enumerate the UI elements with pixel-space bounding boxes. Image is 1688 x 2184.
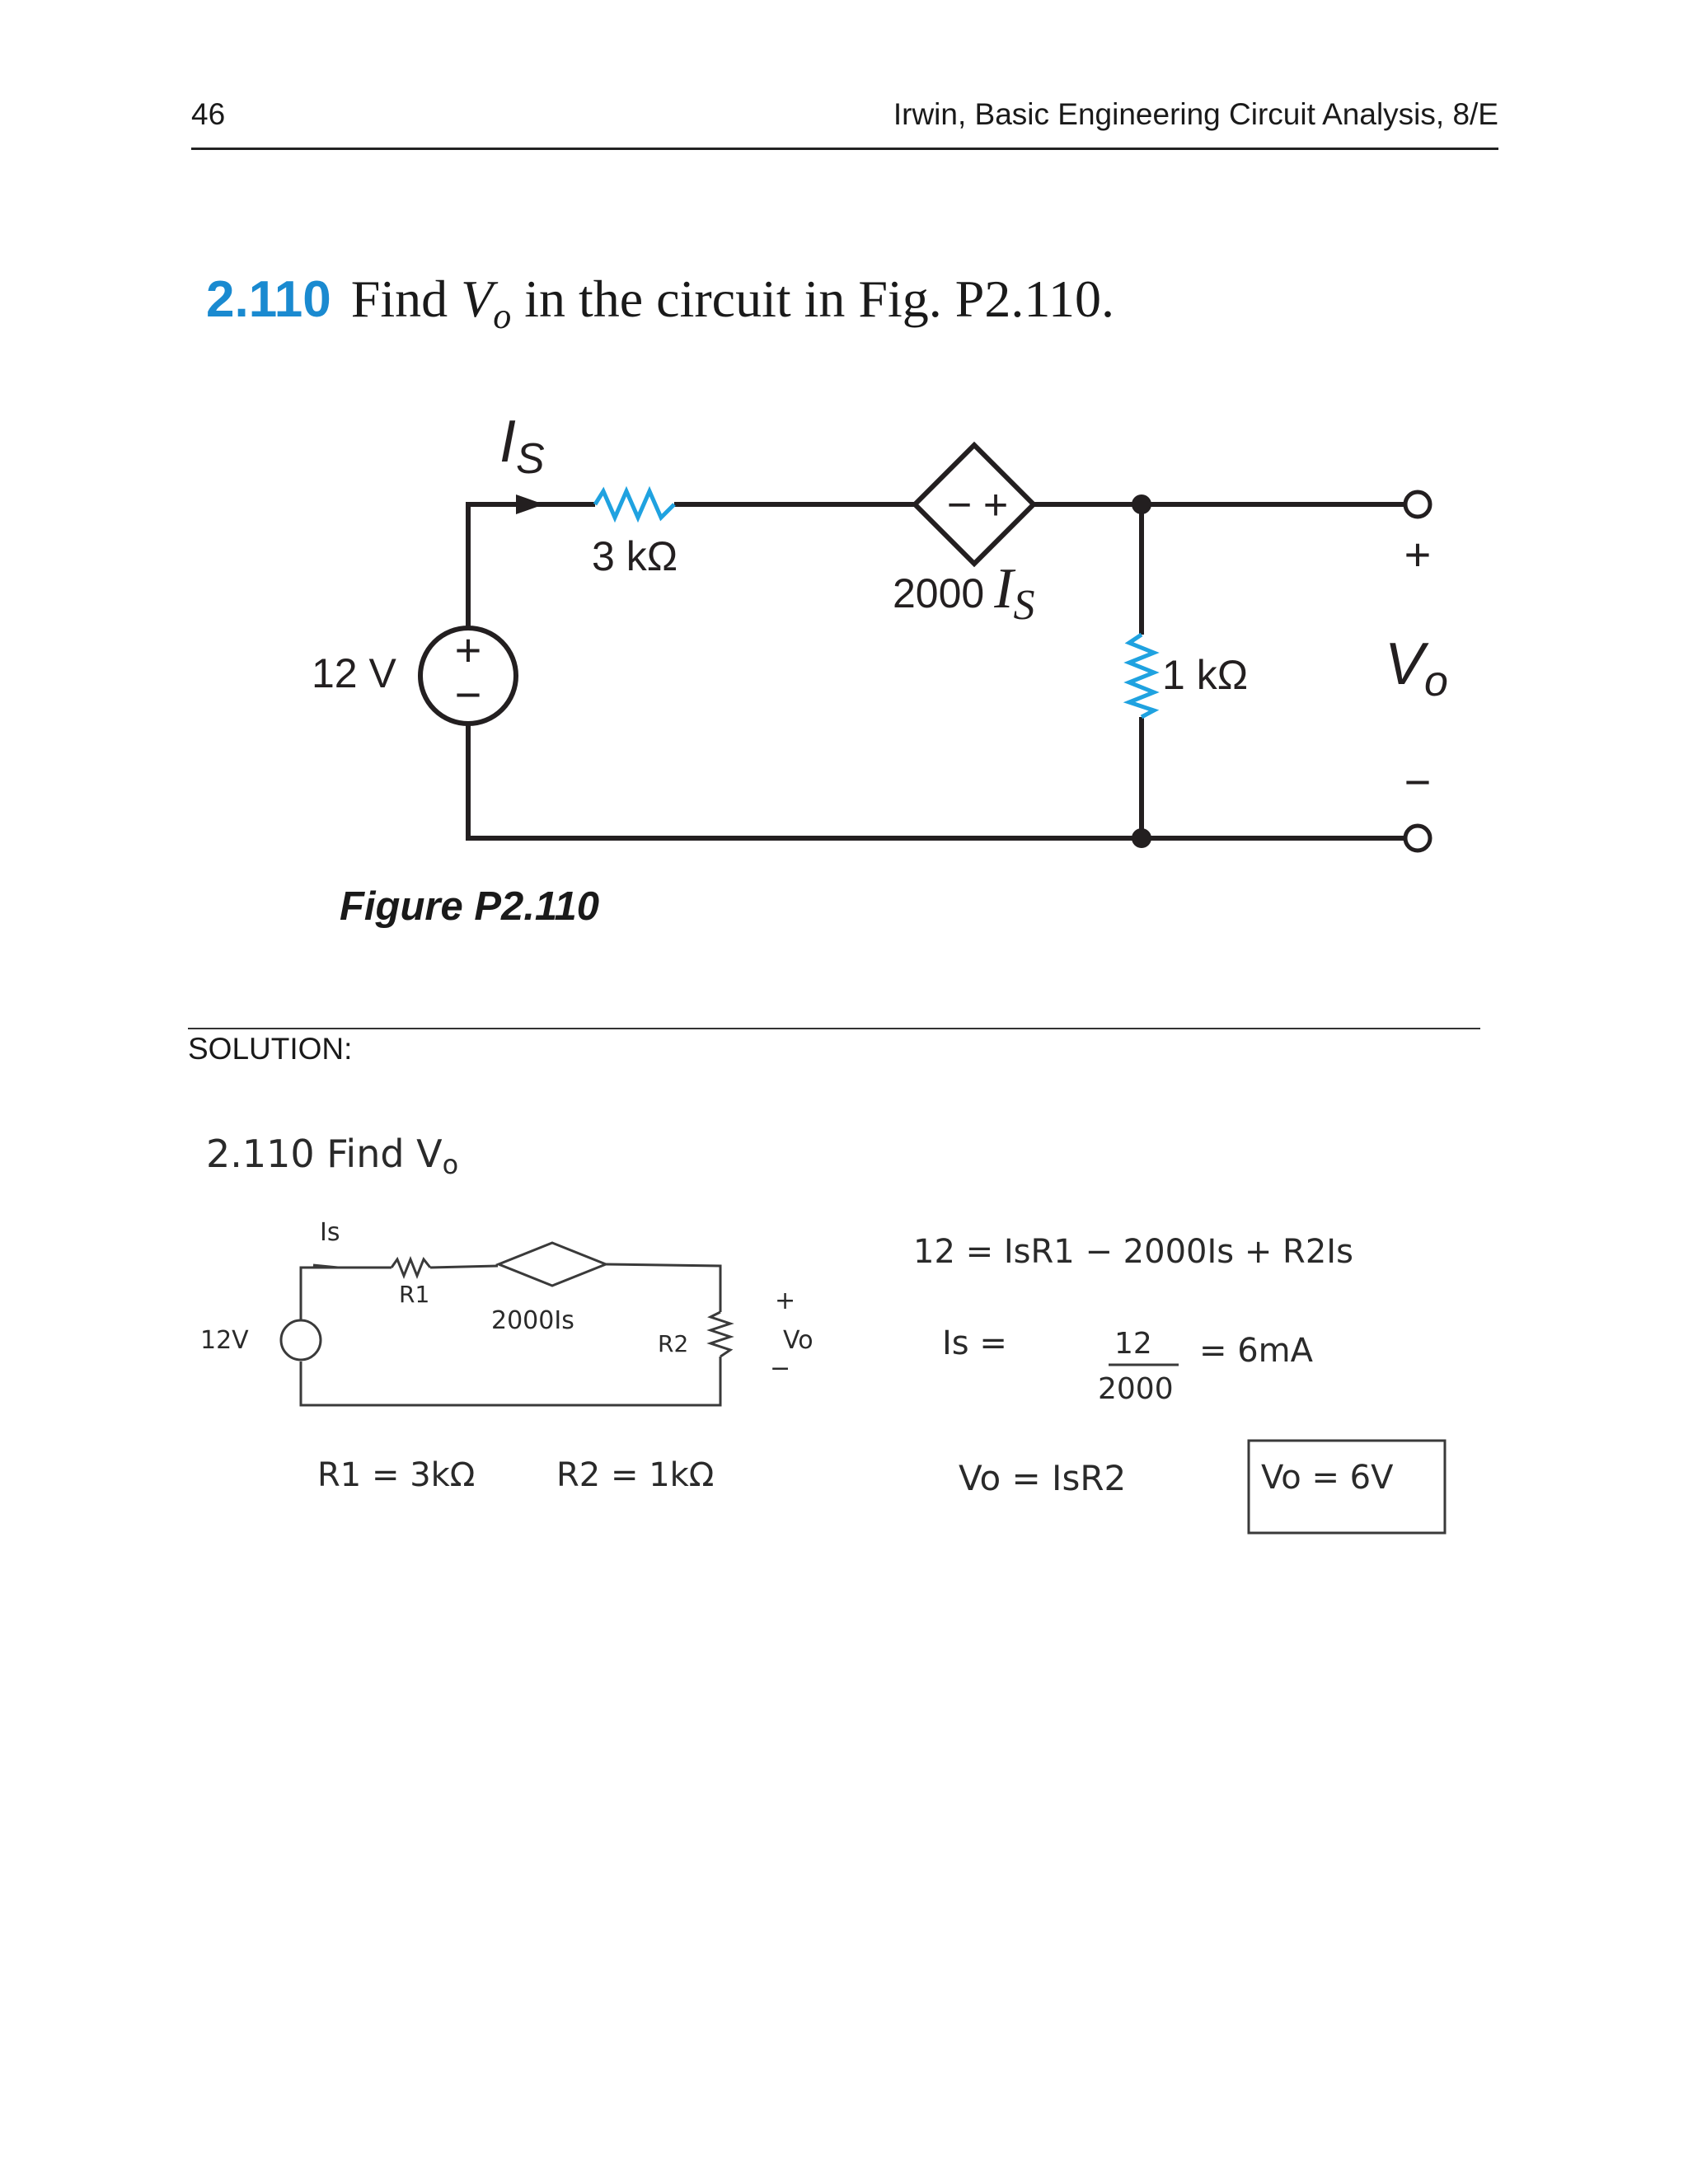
source-plus: + [454,624,482,676]
problem-text-suffix: in the circuit in Fig. P2.110. [511,269,1115,328]
resistor-3k [595,491,674,518]
solution-label: SOLUTION: [188,1032,353,1066]
hand-is-result: = 6mA [1199,1332,1314,1370]
sketch-r1 [392,1259,430,1276]
sketch-source-icon [281,1320,321,1360]
dependent-source-icon [915,445,1034,564]
hand-r2: R2 [658,1330,689,1357]
hand-12v: 12V [200,1326,249,1355]
terminal-bottom [1405,826,1430,851]
hand-is: Is [320,1218,340,1247]
solution-rule [188,1028,1480,1029]
hand-is-lhs: Is = [942,1324,1007,1362]
source-minus: − [454,668,482,720]
figure-caption: Figure P2.110 [340,884,600,929]
dependent-minus: − [946,481,973,529]
sketch-wire-mid [430,1266,498,1268]
problem-variable: V [461,269,494,328]
hand-minus: − [770,1354,791,1383]
hand-dep: 2000Is [491,1306,574,1335]
sketch-wire-bottom [301,1357,720,1405]
problem-subscript: o [493,295,512,336]
hand-r2-value: R2 = 1kΩ [556,1456,715,1494]
resistor2-label: 1 kΩ [1162,652,1249,698]
wire-left-top [468,504,595,628]
terminal-top [1405,492,1430,517]
resistor1-label: 3 kΩ [592,533,678,579]
problem-number: 2.110 [206,271,331,328]
sketch-wire-left [301,1268,392,1320]
hand-vo: Vo [783,1326,814,1355]
problem-text-prefix: Find [350,269,462,328]
current-label: IS [499,409,545,483]
output-label: Vo [1385,631,1448,705]
sketch-r2 [710,1312,730,1357]
node-dot-top [1132,494,1151,514]
current-arrow-icon [516,494,544,514]
source-label: 12 V [312,650,396,696]
hand-is-num: 12 [1114,1327,1152,1361]
hand-r1-value: R1 = 3kΩ [317,1456,476,1494]
running-head: Irwin, Basic Engineering Circuit Analysis, 8/E [893,97,1498,131]
hand-plus: + [775,1286,796,1315]
node-dot-bottom [1132,828,1151,848]
dependent-plus: + [982,481,1009,529]
output-minus: − [1404,756,1432,808]
sketch-dependent-icon [499,1243,606,1286]
hand-heading: 2.110 Find Vo [206,1132,459,1180]
hand-r1: R1 [399,1281,430,1308]
hand-vo-eq: Vo = IsR2 [959,1458,1127,1498]
hand-kvl: 12 = IsR1 − 2000Is + R2Is [913,1233,1353,1271]
wire-bottom [468,724,1405,838]
hand-answer: Vo = 6V [1261,1459,1394,1497]
sketch-wire-right [606,1264,720,1312]
dependent-label: 2000 IS [893,557,1035,629]
hand-is-den: 2000 [1098,1372,1174,1406]
output-plus: + [1404,528,1432,580]
resistor-1k [1129,635,1154,717]
page-number: 46 [191,97,226,131]
